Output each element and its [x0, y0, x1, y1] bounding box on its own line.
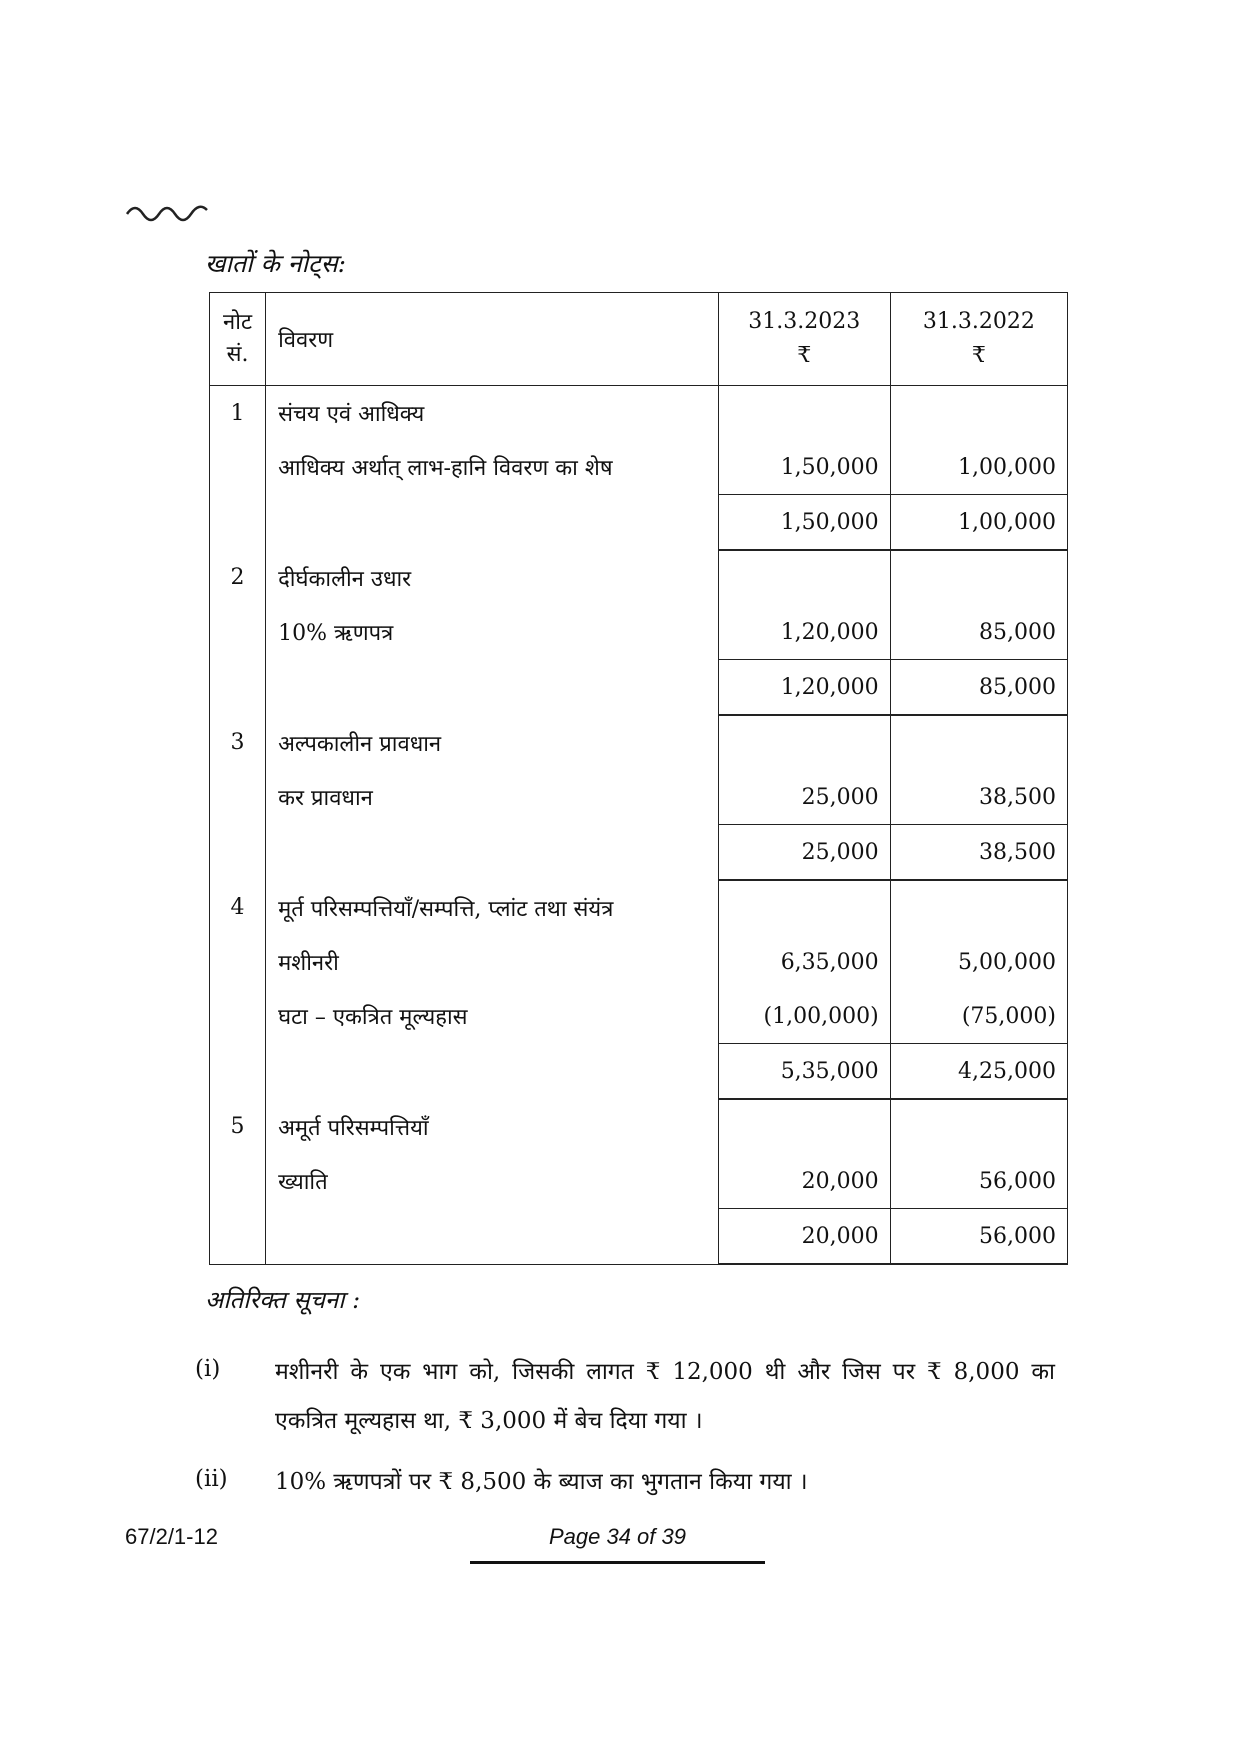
total-2023: 5,35,000 — [718, 1044, 890, 1100]
note-no — [210, 825, 266, 881]
total-2023: 25,000 — [718, 825, 890, 881]
amount-2023: 25,000 — [718, 770, 890, 825]
particulars: मशीनरी — [266, 935, 719, 989]
amount-2022: 5,00,000 — [890, 935, 1067, 989]
note-no — [210, 495, 266, 551]
table-row — [210, 880, 1068, 935]
table-header-row — [210, 293, 1068, 386]
table-row — [210, 550, 1068, 605]
amount-2022 — [890, 715, 1067, 770]
particulars: दीर्घकालीन उधार — [266, 550, 719, 605]
additional-info-heading: अतिरिक्त सूचना : — [205, 1286, 361, 1314]
table-row — [210, 989, 1068, 1044]
total-2023: 1,20,000 — [718, 660, 890, 716]
table-row — [210, 715, 1068, 770]
note-no: 2 — [210, 550, 266, 605]
note-no: 5 — [210, 1099, 266, 1154]
note-no — [210, 440, 266, 495]
note-no: 4 — [210, 880, 266, 935]
amount-2023: 1,20,000 — [718, 605, 890, 660]
particulars — [266, 1044, 719, 1100]
question-paper-code: 67/2/1-12 — [125, 1524, 218, 1549]
note-no: 3 — [210, 715, 266, 770]
particulars: अल्पकालीन प्रावधान — [266, 715, 719, 770]
amount-2023: 20,000 — [718, 1154, 890, 1209]
header-col-2023 — [718, 293, 890, 386]
total-row — [210, 1209, 1068, 1265]
amount-2023: 6,35,000 — [718, 935, 890, 989]
item-label: (ii) — [195, 1466, 228, 1492]
page-number: Page 34 of 39 — [548, 1524, 686, 1549]
total-2022: 56,000 — [890, 1209, 1067, 1265]
particulars — [266, 1209, 719, 1265]
header-unit-2023: ₹ — [797, 343, 812, 368]
amount-2022: 56,000 — [890, 1154, 1067, 1209]
amount-2022 — [890, 1099, 1067, 1154]
header-date-2023: 31.3.2023 — [748, 309, 861, 334]
notes-table — [209, 292, 1068, 1265]
total-2022: 4,25,000 — [890, 1044, 1067, 1100]
squiggle-mark-icon — [125, 200, 215, 224]
particulars: संचय एवं आधिक्य — [266, 386, 719, 441]
total-row — [210, 825, 1068, 881]
item-label: (i) — [195, 1356, 221, 1382]
header-date-2022: 31.3.2022 — [922, 309, 1035, 334]
total-2023: 1,50,000 — [718, 495, 890, 551]
item-text: मशीनरी के एक भाग को, जिसकी लागत ₹ 12,000 थी और जिस पर ₹ 8,000 का एकत्रित मूल्यहास था, ₹ 3,000 में बेच दिया गया । — [275, 1359, 1055, 1434]
header-col-2022 — [890, 293, 1067, 386]
amount-2022: 85,000 — [890, 605, 1067, 660]
total-2022: 1,00,000 — [890, 495, 1067, 551]
table-row — [210, 386, 1068, 441]
total-2022: 85,000 — [890, 660, 1067, 716]
amount-2023 — [718, 386, 890, 441]
header-particulars: विवरण — [266, 293, 719, 386]
total-row — [210, 495, 1068, 551]
amount-2023: (1,00,000) — [718, 989, 890, 1044]
particulars: आधिक्य अर्थात् लाभ-हानि विवरण का शेष — [266, 440, 719, 495]
total-2023: 20,000 — [718, 1209, 890, 1265]
note-no — [210, 770, 266, 825]
note-no — [210, 1209, 266, 1265]
particulars: ख्याति — [266, 1154, 719, 1209]
amount-2022 — [890, 550, 1067, 605]
amount-2022: (75,000) — [890, 989, 1067, 1044]
table-row — [210, 935, 1068, 989]
note-no — [210, 1044, 266, 1100]
total-row — [210, 1044, 1068, 1100]
notes-heading: खातों के नोट्स: — [205, 249, 347, 278]
particulars: मूर्त परिसम्पत्तियाँ/सम्पत्ति, प्लांट तथा संयंत्र — [266, 880, 719, 935]
particulars — [266, 825, 719, 881]
amount-2023 — [718, 880, 890, 935]
table-row — [210, 605, 1068, 660]
amount-2023 — [718, 550, 890, 605]
total-2022: 38,500 — [890, 825, 1067, 881]
note-no — [210, 1154, 266, 1209]
amount-2022 — [890, 880, 1067, 935]
amount-2022: 38,500 — [890, 770, 1067, 825]
particulars: घटा – एकत्रित मूल्यहास — [266, 989, 719, 1044]
particulars — [266, 495, 719, 551]
amount-2022: 1,00,000 — [890, 440, 1067, 495]
amount-2023 — [718, 1099, 890, 1154]
amount-2023: 1,50,000 — [718, 440, 890, 495]
amount-2023 — [718, 715, 890, 770]
note-no — [210, 935, 266, 989]
table-row — [210, 440, 1068, 495]
particulars: अमूर्त परिसम्पत्तियाँ — [266, 1099, 719, 1154]
particulars — [266, 660, 719, 716]
particulars: 10% ऋणपत्र — [266, 605, 719, 660]
header-note-no: नोट सं. — [210, 293, 266, 386]
note-no: 1 — [210, 386, 266, 441]
amount-2022 — [890, 386, 1067, 441]
table-row — [210, 770, 1068, 825]
table-row — [210, 1154, 1068, 1209]
table-row — [210, 1099, 1068, 1154]
particulars: कर प्रावधान — [266, 770, 719, 825]
note-no — [210, 989, 266, 1044]
footer-underline — [470, 1561, 765, 1564]
note-no — [210, 605, 266, 660]
note-no — [210, 660, 266, 716]
item-text: 10% ऋणपत्रों पर ₹ 8,500 के ब्याज का भुगतान किया गया । — [275, 1469, 808, 1495]
header-unit-2022: ₹ — [971, 343, 986, 368]
total-row — [210, 660, 1068, 716]
